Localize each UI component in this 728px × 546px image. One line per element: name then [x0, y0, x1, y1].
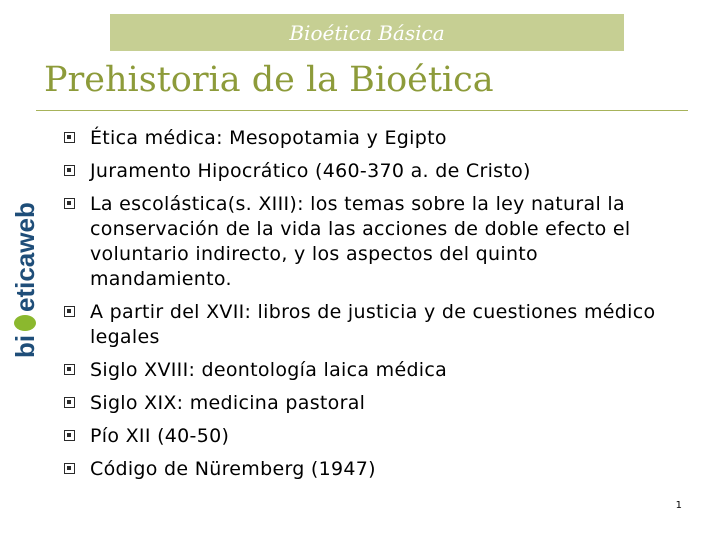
page-number: 1 [675, 500, 682, 511]
bullet-text: Juramento Hipocrático (460-370 a. de Cristo) [90, 160, 531, 182]
list-item [64, 391, 674, 416]
bullet-icon [64, 132, 75, 143]
bullet-icon [64, 430, 75, 441]
bullet-icon [64, 463, 75, 474]
bullet-icon [64, 397, 75, 408]
list-item [64, 300, 674, 350]
bullet-text: Código de Nüremberg (1947) [90, 458, 376, 480]
bullet-icon [64, 198, 75, 209]
bioeticaweb-logo-icon [4, 158, 42, 363]
title-divider [36, 110, 688, 111]
bullet-text: Ética médica: Mesopotamia y Egipto [90, 127, 447, 149]
slide-title: Prehistoria de la Bioética [44, 60, 494, 100]
bullet-text: A partir del XVII: libros de justicia y de cuestiones médico legales [90, 301, 656, 348]
bullet-list [64, 126, 674, 490]
list-item [64, 126, 674, 151]
logo-leaf-icon [14, 315, 36, 331]
bullet-text: La escolástica(s. XIII): los temas sobre la ley natural la conservación de la vida las acciones de doble efecto el voluntario indirecto, y los aspectos del quinto mandamiento. [90, 193, 631, 290]
list-item [64, 192, 674, 292]
logo-text-suffix: eticaweb [10, 202, 40, 312]
bullet-icon [64, 306, 75, 317]
list-item [64, 424, 674, 449]
bullet-icon [64, 165, 75, 176]
header-banner [110, 14, 624, 51]
banner-title: Bioética Básica [289, 21, 445, 45]
list-item [64, 159, 674, 184]
bullet-text: Siglo XIX: medicina pastoral [90, 392, 366, 414]
list-item [64, 358, 674, 383]
bullet-text: Pío XII (40-50) [90, 425, 230, 447]
bullet-text: Siglo XVIII: deontología laica médica [90, 359, 448, 381]
logo-text-prefix: bi [10, 334, 40, 358]
list-item [64, 457, 674, 482]
bullet-icon [64, 364, 75, 375]
